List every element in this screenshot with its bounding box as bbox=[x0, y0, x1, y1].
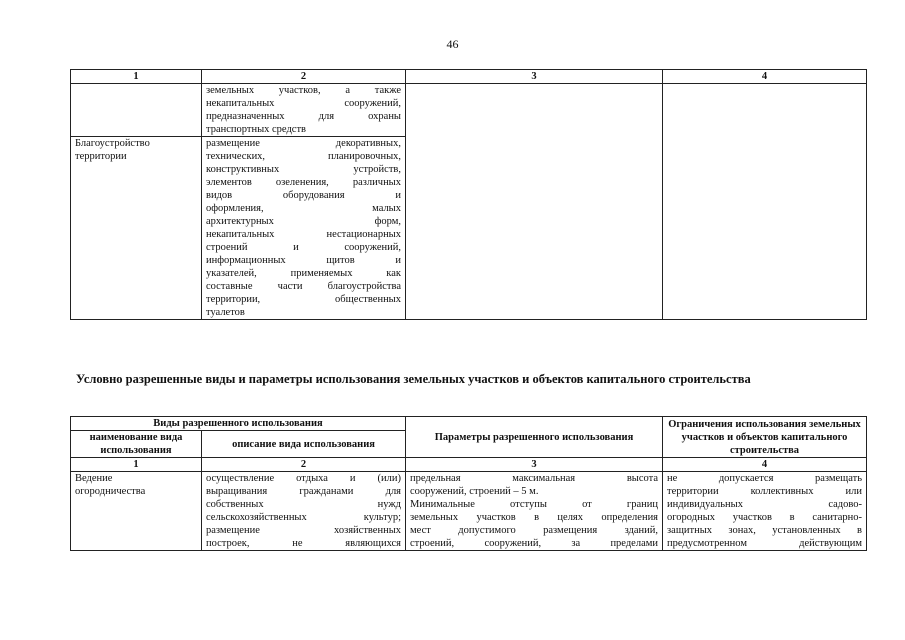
name-column-header: наименование вида использования bbox=[71, 431, 202, 458]
text-line: сооружений, строений – 5 м. bbox=[410, 486, 539, 497]
text-line: территории bbox=[75, 151, 127, 162]
text-line: сельскохозяйственных культур; bbox=[206, 512, 402, 523]
use-name-cell bbox=[71, 137, 202, 320]
text-line: земельных участков, а также bbox=[206, 85, 401, 96]
text-line: составные части благоустройства bbox=[206, 281, 401, 292]
params-cell bbox=[406, 472, 663, 551]
text-line: огородничества bbox=[75, 486, 146, 497]
col-number: 3 bbox=[406, 458, 663, 472]
col-number: 2 bbox=[202, 458, 406, 472]
text-line: территории, общественных bbox=[206, 294, 401, 305]
col-number: 2 bbox=[202, 70, 406, 84]
text-line: Ведение bbox=[75, 473, 113, 484]
use-description-cell bbox=[202, 472, 406, 551]
text-line: элементов озеленения, различных bbox=[206, 177, 401, 188]
col-number: 1 bbox=[71, 458, 202, 472]
header-row bbox=[71, 417, 867, 431]
text-line: видов оборудования и bbox=[206, 190, 401, 201]
text-line: некапитальных сооружений, bbox=[206, 98, 401, 109]
table-row bbox=[71, 84, 867, 137]
text-line: индивидуальных садово- bbox=[667, 499, 863, 510]
text-line: предельная максимальная высота bbox=[410, 473, 659, 484]
section-heading: Условно разрешенные виды и параметры использования земельных участков и объектов капитального строительства bbox=[76, 372, 751, 386]
text-line: территории коллективных или bbox=[667, 486, 863, 497]
text-line: строений, сооружений, за пределами bbox=[410, 538, 659, 549]
text-line: Минимальные отступы от границ bbox=[410, 499, 659, 510]
text-line: строений и сооружений, bbox=[206, 242, 401, 253]
text-line: архитектурных форм, bbox=[206, 216, 401, 227]
land-use-table-continued bbox=[70, 69, 867, 320]
text-line: Благоустройство bbox=[75, 138, 150, 149]
text-line: оформления, малых bbox=[206, 203, 401, 214]
use-name-cell bbox=[71, 84, 202, 137]
text-line: туалетов bbox=[206, 307, 245, 318]
text-line: размещение декоративных, bbox=[206, 138, 401, 149]
use-name-cell bbox=[71, 472, 202, 551]
conditional-use-table bbox=[70, 416, 867, 551]
text-line: некапитальных нестационарных bbox=[206, 229, 401, 240]
text-line: мест допустимого размещения зданий, bbox=[410, 525, 659, 536]
col-number: 4 bbox=[663, 458, 867, 472]
text-line: огородных участков в санитарно- bbox=[667, 512, 863, 523]
types-group-header: Виды разрешенного использования bbox=[71, 417, 406, 431]
text-line: размещение хозяйственных bbox=[206, 525, 402, 536]
column-number-row bbox=[71, 458, 867, 472]
params-header: Параметры разрешенного использования bbox=[406, 417, 663, 458]
table-row bbox=[71, 472, 867, 551]
text-line: конструктивных устройств, bbox=[206, 164, 401, 175]
params-cell bbox=[406, 84, 663, 320]
text-line: предназначенных для охраны bbox=[206, 111, 401, 122]
use-description-cell bbox=[202, 137, 406, 320]
text-line: транспортных средств bbox=[206, 124, 307, 135]
text-line: построек, не являющихся bbox=[206, 538, 402, 549]
limits-header: Ограничения использования земельных участков и объектов капитального строительства bbox=[663, 417, 867, 458]
limits-cell bbox=[663, 84, 867, 320]
text-line: указателей, применяемых как bbox=[206, 268, 401, 279]
column-number-row bbox=[71, 70, 867, 84]
col-number: 1 bbox=[71, 70, 202, 84]
text-line: информационных щитов и bbox=[206, 255, 401, 266]
text-line: земельных участков в целях определения bbox=[410, 512, 659, 523]
text-line: выращивания гражданами для bbox=[206, 486, 402, 497]
page-number: 46 bbox=[446, 37, 459, 51]
col-number: 4 bbox=[663, 70, 867, 84]
col-number: 3 bbox=[406, 70, 663, 84]
text-line: технических, планировочных, bbox=[206, 151, 401, 162]
description-column-header: описание вида использования bbox=[202, 431, 406, 458]
text-line: собственных нужд bbox=[206, 499, 402, 510]
text-line: осуществление отдыха и (или) bbox=[206, 473, 402, 484]
text-line: предусмотренном действующим bbox=[667, 538, 863, 549]
text-line: не допускается размещать bbox=[667, 473, 863, 484]
limits-cell bbox=[663, 472, 867, 551]
use-description-cell bbox=[202, 84, 406, 137]
text-line: защитных зонах, установленных в bbox=[667, 525, 863, 536]
